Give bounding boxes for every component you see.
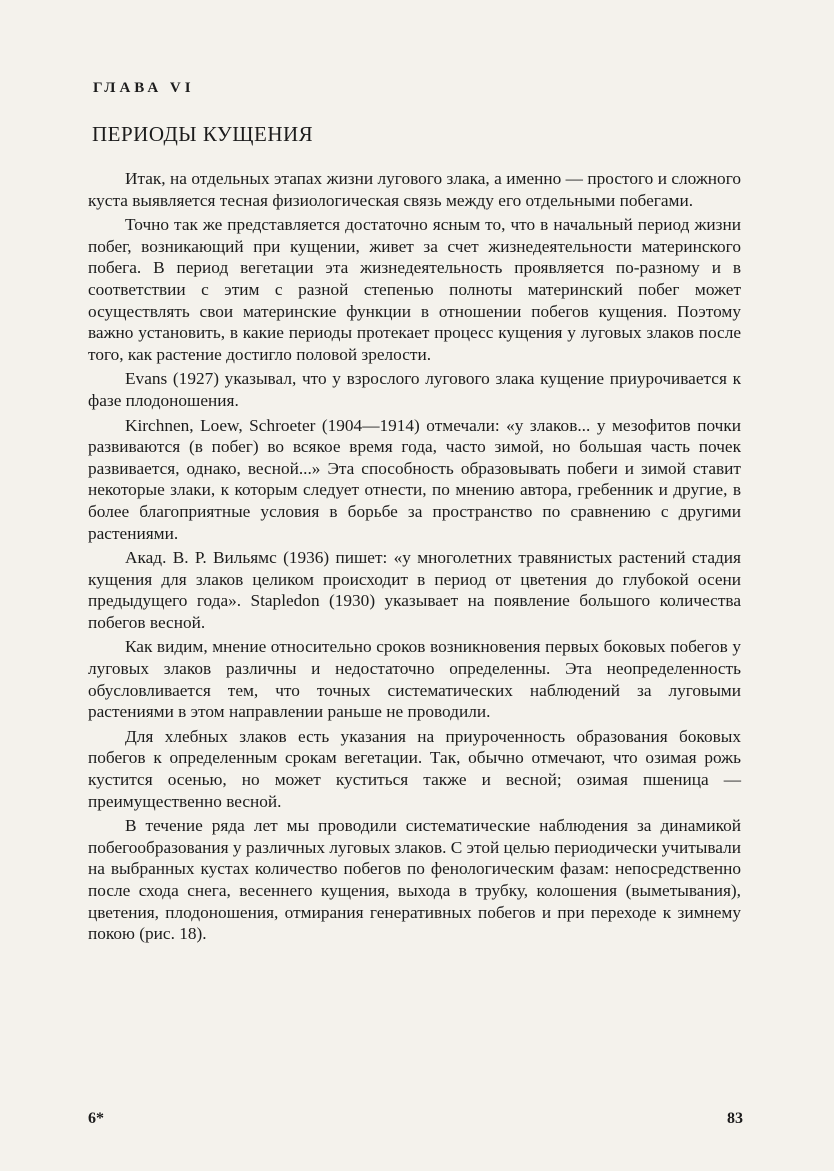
body-text bbox=[88, 168, 741, 948]
paragraph: Kirchnen, Loew, Schroeter (1904—1914) отмечали: «у злаков... у мезофитов почки развиваются (в побег) во всякое время года, часто зимой, но большая часть почек развивается, однако, весной...» Эта способность образовывать побеги и зимой ставит некоторые злаки, к которым следует отнести, по мнению автора, гребенник и другие, в более благоприятные условия в борьбе за пространство по сравнению с другими растениями. bbox=[88, 415, 741, 543]
paragraph: В течение ряда лет мы проводили систематические наблюдения за динамикой побегообразования у различных луговых злаков. С этой целью периодически учитывали на выбранных кустах количество побегов по фенологическим фазам: непосредственно после схода снега, весеннего кущения, выхода в трубку, колошения (выметывания), цветения, плодоношения, отмирания генеративных побегов и при переходе к зимнему покою (рис. 18). bbox=[88, 816, 741, 944]
chapter-label: ГЛАВА VI bbox=[93, 80, 195, 96]
page-number: 83 bbox=[727, 1110, 743, 1127]
paragraph: Акад. В. Р. Вильямс (1936) пишет: «у многолетних травянистых растений стадия кущения для злаков целиком происходит в период от цветения до глубокой осени предыдущего года». Stapledon (1930) указывает на появление большого количества побегов весной. bbox=[88, 548, 741, 632]
paragraph: Для хлебных злаков есть указания на приуроченность образования боковых побегов к определенным срокам вегетации. Так, обычно отмечают, что озимая рожь кустится осенью, но может куститься также и весной; озимая пшеница — преимущественно весной. bbox=[88, 726, 741, 811]
paragraph: Как видим, мнение относительно сроков возникновения первых боковых побегов у луговых злаков различны и недостаточно определенны. Эта неопределенность обусловливается тем, что точных систематических наблюдений за луговыми растениями в этом направлении раньше не проводили. bbox=[88, 637, 741, 722]
chapter-title: ПЕРИОДЫ КУЩЕНИЯ bbox=[92, 122, 314, 146]
paragraph: Итак, на отдельных этапах жизни лугового злака, а именно — простого и сложного куста выявляется тесная физиологическая связь между его отдельными побегами. bbox=[88, 169, 741, 210]
signature-mark: 6* bbox=[88, 1110, 104, 1127]
paragraph: Evans (1927) указывал, что у взрослого лугового злака кущение приурочивается к фазе плодоношения. bbox=[88, 369, 741, 410]
paragraph: Точно так же представляется достаточно ясным то, что в начальный период жизни побег, возникающий при кущении, живет за счет жизнедеятельности материнского побега. В период вегетации эта жизнедеятельность проявляется по-разному и в соответствии с этим с разной степенью полноты материнский побег может осуществлять свои материнские функции в отношении побегов кущения. Поэтому важно установить, в какие периоды протекает процесс кущения у луговых злаков после того, как растение достигло половой зрелости. bbox=[88, 215, 741, 364]
